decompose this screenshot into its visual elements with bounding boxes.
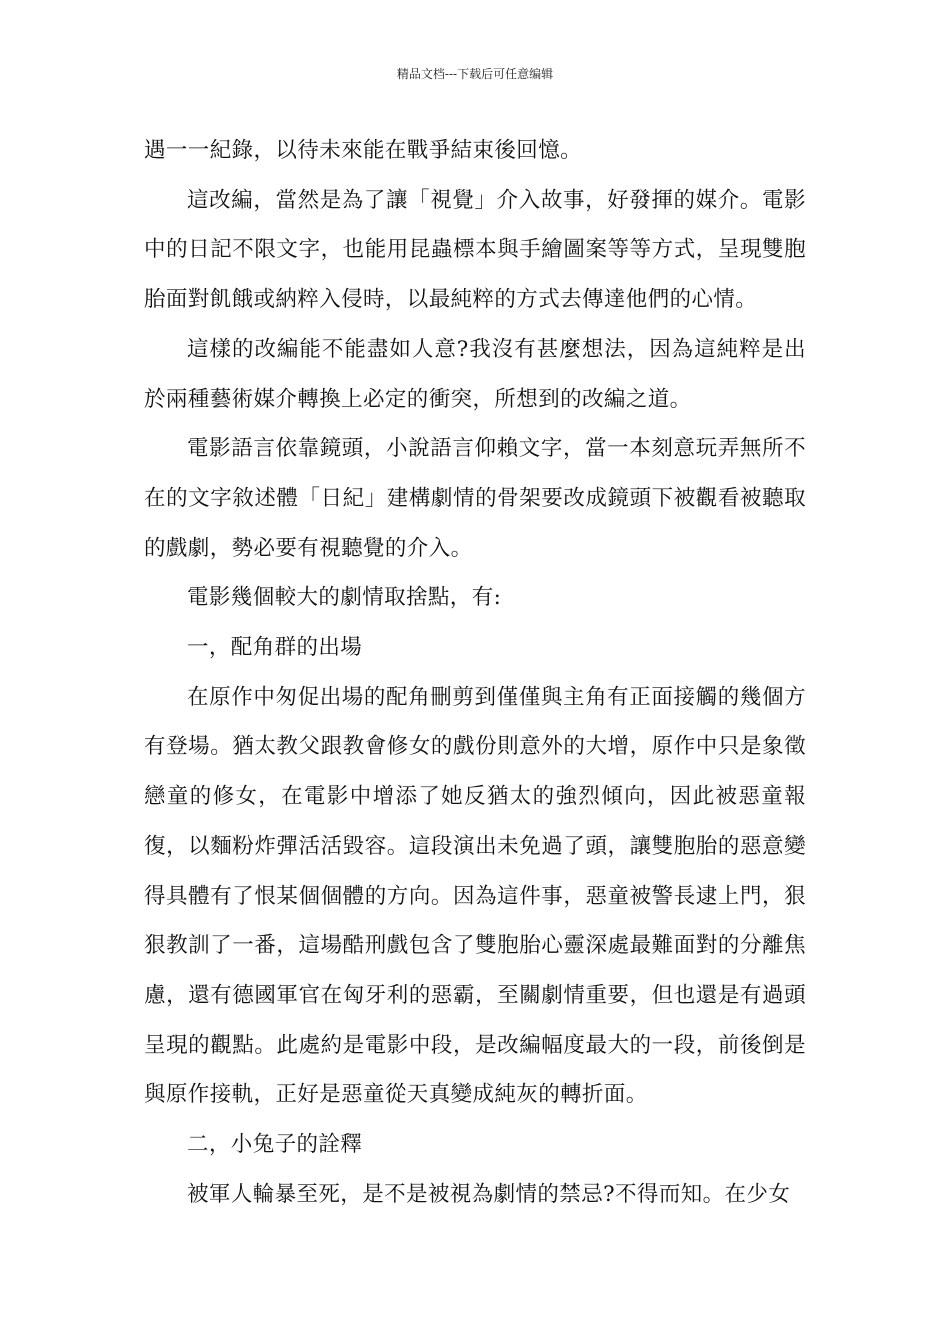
paragraph-2: 這改編，當然是為了讓「視覺」介入故事，好發揮的媒介。電影中的日記不限文字，也能用昆蟲標本與手繪圖案等等方式，呈現雙胞胎面對飢餓或納粹入侵時，以最純粹的方式去傳達他們的心情。 bbox=[144, 187, 806, 313]
section-heading-2: 二，小兔子的詮釋 bbox=[187, 1132, 363, 1158]
paragraph-3: 這樣的改編能不能盡如人意?我沒有甚麼想法，因為這純粹是出於兩種藝術媒介轉換上必定的衝突，所想到的改編之道。 bbox=[144, 336, 806, 412]
page-header: 精品文档---下载后可任意编辑 bbox=[396, 67, 554, 81]
paragraph-7: 被軍人輪暴至死，是不是被視為劇情的禁忌?不得而知。在少女 bbox=[187, 1181, 791, 1207]
section-heading-1: 一，配角群的出場 bbox=[187, 635, 363, 661]
paragraph-6: 在原作中匆促出場的配角刪剪到僅僅與主角有正面接觸的幾個方有登場。猶太教父跟教會修女的戲份則意外的大增，原作中只是象徵戀童的修女，在電影中增添了她反猶太的強烈傾向，因此被惡童報復，以麵粉炸彈活活毀容。這段演出未免過了頭，讓雙胞胎的惡意變得具體有了恨某個個體的方向。因為這件事，惡童被警長逮上門，狠狠教訓了一番，這場酷刑戲包含了雙胞胎心靈深處最難面對的分離焦慮，還有德國軍官在匈牙利的惡霸，至關劇情重要，但也還是有過頭呈現的觀點。此處約是電影中段，是改編幅度最大的一段，前後倒是與原作接軌，正好是惡童從天真變成純灰的轉折面。 bbox=[144, 684, 806, 1108]
paragraph-1: 遇一一紀錄，以待未來能在戰爭結束後回憶。 bbox=[144, 138, 583, 163]
paragraph-5: 電影幾個較大的劇情取捨點，有: bbox=[187, 585, 502, 611]
paragraph-4: 電影語言依靠鏡頭，小說語言仰賴文字，當一本刻意玩弄無所不在的文字敘述體「日紀」建構劇情的骨架要改成鏡頭下被觀看被聽取的戲劇，勢必要有視聽覺的介入。 bbox=[144, 436, 806, 561]
document-body bbox=[144, 126, 806, 1219]
